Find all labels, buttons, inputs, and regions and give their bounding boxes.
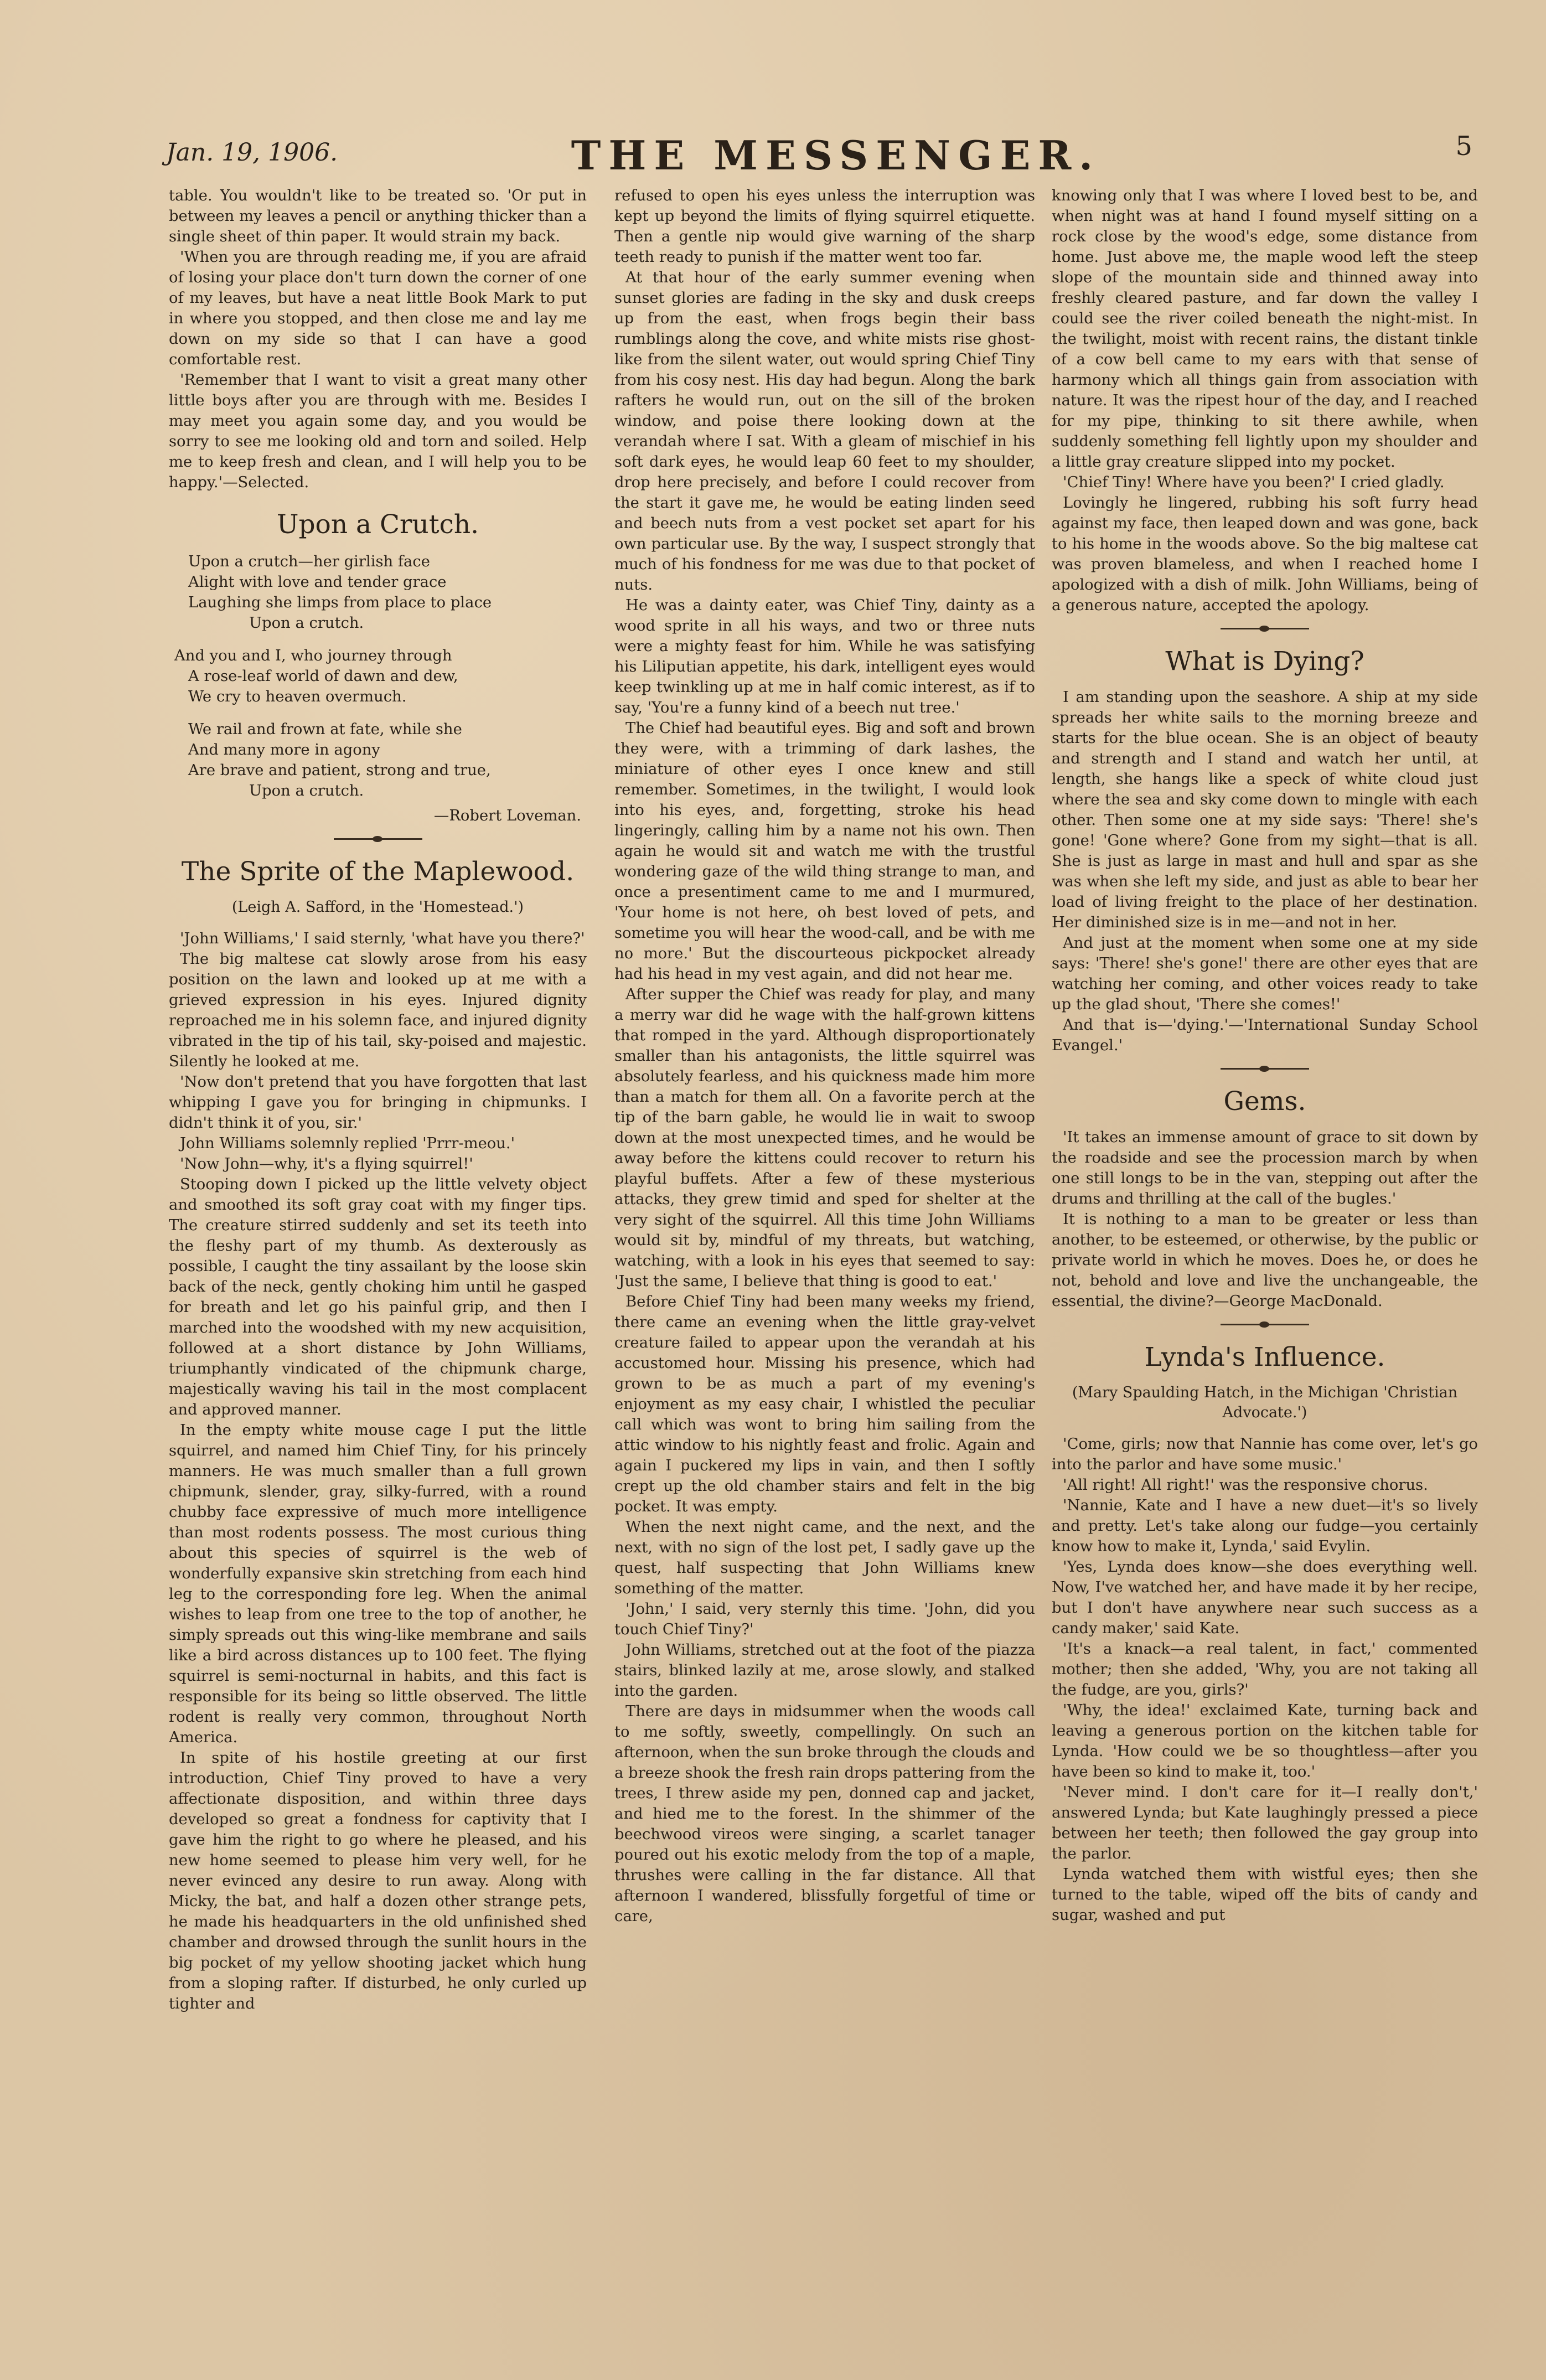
paragraph: The big maltese cat slowly arose from his easy position on the lawn and looked up at me with a grieved expression in his eyes. Injured dignity reproached me in his solemn face, and injured dignity vibrated in the tip of his tail, sky-poised and majestic. Silently he looked at me. [169,951,587,1070]
paragraph: In the empty white mouse cage I put the little squirrel, and named him Chief Tiny, for his princely manners. He was much smaller than a full grown chipmunk, slender, gray, silky-furred, with a round chubby face expressive of much more intelligence than most rodents possess. The most curious thing about this species of squirrel is the web of wonderfully expansive skin stretching from each hind leg to the corresponding fore leg. When the animal wishes to leap from one tree to the top of another, he simply spreads out this wing-like membrane and sails like a bird across distances up to 100 feet. The flying squirrel is semi-nocturnal in habits, and this fact is responsible for its being so little observed. The little rodent is really very common, throughout North America. [169,1422,587,1746]
paragraph: 'Nannie, Kate and I have a new duet—it's so lively and pretty. Let's take along our fudge—you certainly know how to make it, Lynda,' said Evylin. [1052,1497,1478,1555]
paragraph: The Chief had beautiful eyes. Big and soft and brown they were, with a trimming of dark lashes, the miniature of other eyes I once knew and still remember. Sometimes, in the twilight, I would look into his eyes, and, forgetting, stroke his head lingeringly, calling him by a name not his own. Then again he would sit and watch me with the trustful wondering gaze of the wild thing strange to man, and once a presentiment came to me and I murmured, 'Your home is not here, oh best loved of pets, and sometime you will hear the wood-call, and be with me no more.' But the discourteous pickpocket already had his head in my vest again, and did not hear me. [614,720,1035,983]
paragraph: 'It's a knack—a real talent, in fact,' commented mother; then she added, 'Why, you are not taking all the fudge, are you, girls?' [1052,1640,1478,1698]
article-byline: (Leigh A. Safford, in the 'Homestead.') [231,899,524,916]
column-3 [1052,185,1478,2345]
paragraph: 'It takes an immense amount of grace to sit down by the roadside and see the procession march by when one still longs to be in the van, stepping out after the drums and thrilling at the call of the bugles.' [1052,1129,1478,1207]
article-byline: (Mary Spaulding Hatch, in the Michigan 'Christian Advocate.') [1072,1384,1458,1421]
paragraph: John Williams, stretched out at the foot of the piazza stairs, blinked lazily at me, arose slowly, and stalked into the garden. [614,1641,1035,1700]
poem-author: —Robert Loveman. [433,807,581,824]
column-1 [169,185,587,2345]
poem-line: Are brave and patient, strong and true, [188,762,491,779]
article-title-lyndas-influence: Lynda's Influence. [1144,1342,1385,1372]
paragraph: And just at the moment when some one at my side says: 'There! she's gone!' there are other eyes that are watching her coming, and other voices ready to take up the glad shout, 'There she comes!' [1052,935,1478,1013]
page-number: 5 [1455,131,1472,162]
article-title-upon-a-crutch: Upon a Crutch. [276,509,479,540]
paragraph: 'Chief Tiny! Where have you been?' I cried gladly. [1063,474,1445,491]
column-2 [614,185,1035,2345]
masthead [166,126,1506,179]
paragraph: I am standing upon the seashore. A ship at my side spreads her white sails to the morning breeze and starts for the blue ocean. She is an object of beauty and strength and I stand and watch her until, at length, she hangs like a speck of white cloud just where the sea and sky come down to mingle with each other. Then some one at my side says: 'There! she's gone! 'Gone where? Gone from my sight—that is all. She is just as large in mast and hull and spar as she was when she left my side, and just as able to bear her load of living freight to the place of her destination. Her diminished size is in me—and not in her. [1052,689,1478,931]
paragraph: In spite of his hostile greeting at our first introduction, Chief Tiny proved to have a very affectionate disposition, and within three days developed so great a fondness for captivity that I gave him the right to go where he pleased, and his new home seemed to please him very well, for he never evinced any desire to run away. Along with Micky, the bat, and half a dozen other strange pets, he made his headquarters in the old unfinished shed chamber and drowsed through the sunlit hours in the big pocket of my yellow shooting jacket which hung from a sloping rafter. If disturbed, he only curled up tighter and [169,1749,587,2012]
paragraph: Lovingly he lingered, rubbing his soft furry head against my face, then leaped down and was gone, back to his home in the woods above. So the big maltese cat was proven blameless, and when I reached home I apologized with a dish of milk. John Williams, being of a generous nature, accepted the apology. [1052,494,1478,614]
poem-line: We rail and frown at fate, while she [188,721,462,738]
poem-line: Upon a crutch—her girlish face [188,553,430,570]
section-divider [334,838,422,840]
paragraph: 'Come, girls; now that Nannie has come over, let's go into the parlor and have some music.' [1052,1436,1478,1473]
paragraph: 'Now don't pretend that you have forgotten that last whipping I gave you for bringing in chipmunks. I didn't think it of you, sir.' [169,1073,587,1132]
poem-line: Upon a crutch. [249,782,364,799]
article-title-what-is-dying: What is Dying? [1165,646,1364,677]
paragraph: And that is—'dying.'—'International Sunday School Evangel.' [1052,1016,1478,1054]
poem-upon-a-crutch [174,551,587,826]
paragraph: knowing only that I was where I loved best to be, and when night was at hand I found myself sitting on a rock close by the wood's edge, some distance from home. Just above me, the maple wood left the steep slope of the mountain side and thinned away into freshly cleared pasture, and far down the valley I could see the river coiled beneath the night-mist. In the twilight, moist with recent rains, the distant tinkle of a cow bell came to my ears with that sense of harmony which all things gain from association with nature. It was the ripest hour of the day, and I reached for my pipe, thinking to sit there awhile, when suddenly something fell lightly upon my shoulder and a little gray creature slipped into my pocket. [1052,187,1478,471]
paragraph: table. You wouldn't like to be treated so. 'Or put in between my leaves a pencil or anything thicker than a single sheet of thin paper. It would strain my back. [169,187,587,245]
paragraph: 'When you are through reading me, if you are afraid of losing your place don't turn down the corner of one of my leaves, but have a neat little Book Mark to put in where you stopped, and then close me and lay me down on my side so that I can have a good comfortable rest. [169,249,587,368]
paragraph: Lynda watched them with wistful eyes; then she turned to the table, wiped off the bits of candy and sugar, washed and put [1052,1866,1478,1924]
paragraph: Before Chief Tiny had been many weeks my friend, there came an evening when the little gray-velvet creature failed to appear upon the verandah at his accustomed hour. Missing his presence, which had grown to be as much a part of my evening's enjoyment as my easy chair, I whistled the peculiar call which was wont to bring him sailing from the attic window to his nightly feast and frolic. Again and again I puckered my lips in vain, and then I softly crept up the old chamber stairs and felt in the big pocket. It was empty. [614,1293,1035,1515]
paragraph: He was a dainty eater, was Chief Tiny, dainty as a wood sprite in all his ways, and two or three nuts were a mighty feast for him. While he was satisfying his Liliputian appetite, his dark, intelligent eyes would keep twinkling up at me in half comic interest, as if to say, 'You're a funny kind of a beech nut tree.' [614,597,1035,716]
paragraph: 'Why, the idea!' exclaimed Kate, turning back and leaving a generous portion on the kitchen table for Lynda. 'How could we be so thoughtless—after you have been so kind to make it, too.' [1052,1702,1478,1780]
paragraph: When the next night came, and the next, and the next, with no sign of the lost pet, I sadly gave up the quest, half suspecting that John Williams knew something of the matter. [614,1519,1035,1597]
article-title-gems: Gems. [1223,1086,1306,1117]
poem-line: Alight with love and tender grace [188,574,447,591]
paragraph: It is nothing to a man to be greater or less than another, to be esteemed, or otherwise, by the public or private world in which he moves. Does he, or does he not, behold and love and live the unchangeable, the essential, the divine?—George MacDonald. [1052,1211,1478,1310]
poem-line: And you and I, who journey through [174,647,452,664]
paragraph: 'All right! All right!' was the responsive chorus. [1063,1476,1428,1494]
paragraph: 'Never mind. I don't care for it—I really don't,' answered Lynda; but Kate laughingly pressed a piece between her teeth; then followed the gay group into the parlor. [1052,1784,1478,1862]
section-divider [1221,1324,1309,1325]
paragraph: 'John,' I said, very sternly this time. 'John, did you touch Chief Tiny?' [614,1601,1035,1638]
article-title-sprite-of-the-maplewood: The Sprite of the Maplewood. [181,856,575,887]
section-divider [1221,628,1309,629]
newspaper-title: THE MESSENGER. [571,132,1101,179]
paragraph: At that hour of the early summer evening when sunset glories are fading in the sky and dusk creeps up from the east, when frogs begin their bass rumblings along the cove, and white mists rise ghost-like from the silent water, out would spring Chief Tiny from his cosy nest. His day had begun. Along the bark rafters he would run, out on the sill of the broken window, and poise there looking down at the verandah where I sat. With a gleam of mischief in his soft dark eyes, he would leap 60 feet to my shoulder, drop here precisely, and before I could recover from the start it gave me, he would be eating linden seed and beech nuts from a vest pocket set apart for his own particular use. By the way, I suspect strongly that much of his fondness for me was due to that pocket of nuts. [614,269,1035,593]
poem-line: Upon a crutch. [249,615,364,632]
paragraph: After supper the Chief was ready for play, and many a merry war did he wage with the half-grown kittens that romped in the yard. Although disproportionately smaller than his antagonists, the little squirrel was absolutely fearless, and his quickness made him more than a match for them all. On a favorite perch at the tip of the barn gable, he would lie in wait to swoop down at the most unexpected times, and he would be away before the kittens could recover to return his playful buffets. After a few of these mysterious attacks, they grew timid and sped for shelter at the very sight of the squirrel. All this time John Williams would sit by, mindful of my threats, but watching, watching, with a look in his eyes that seemed to say: 'Just the same, I believe that thing is good to eat.' [614,986,1035,1290]
paragraph: John Williams solemnly replied 'Prrr-meou.' [180,1135,515,1152]
poem-line: A rose-leaf world of dawn and dew, [188,668,458,685]
section-divider [1221,1068,1309,1070]
paragraph: 'Remember that I want to visit a great many other little boys after you are through with me. Besides I may meet you again some day, and you would be sorry to see me looking old and torn and soiled. Help me to keep fresh and clean, and I will help you to be happy.'—Selected. [169,371,587,491]
paragraph: Stooping down I picked up the little velvety object and smoothed its soft gray coat with my finger tips. The creature stirred suddenly and set its teeth into the fleshy part of my thumb. As dexterously as possible, I caught the tiny assailant by the loose skin back of the neck, gently choking him until he gasped for breath and let go his painful grip, and then I marched into the woodshed with my new acquisition, followed at a short distance by John Williams, triumphantly vindicated of the chipmunk charge, majestically waving his tail in the most complacent and approved manner. [169,1176,587,1418]
poem-line: And many more in agony [188,741,380,758]
issue-date: Jan. 19, 1906. [166,138,338,167]
paragraph: 'Yes, Lynda does know—she does everything well. Now, I've watched her, and have made it by her recipe, but I don't have anywhere near such success as a candy maker,' said Kate. [1052,1558,1478,1637]
poem-line: We cry to heaven overmuch. [188,688,407,705]
paragraph: 'Now John—why, it's a flying squirrel!' [180,1155,473,1173]
paragraph: 'John Williams,' I said sternly, 'what have you there?' [180,930,585,947]
paragraph: refused to open his eyes unless the interruption was kept up beyond the limits of flying squirrel etiquette. Then a gentle nip would give warning of the sharp teeth ready to punish if the matter went too far. [614,187,1035,266]
poem-line: Laughing she limps from place to place [188,594,492,611]
paragraph: There are days in midsummer when the woods call to me softly, sweetly, compellingly. On such an afternoon, when the sun broke through the clouds and a breeze shook the fresh rain drops pattering from the trees, I threw aside my pen, donned cap and jacket, and hied me to the forest. In the shimmer of the beechwood vireos were singing, a scarlet tanager poured out his exotic melody from the top of a maple, thrushes were calling in the far distance. All that afternoon I wandered, blissfully forgetful of time or care, [614,1703,1035,1925]
